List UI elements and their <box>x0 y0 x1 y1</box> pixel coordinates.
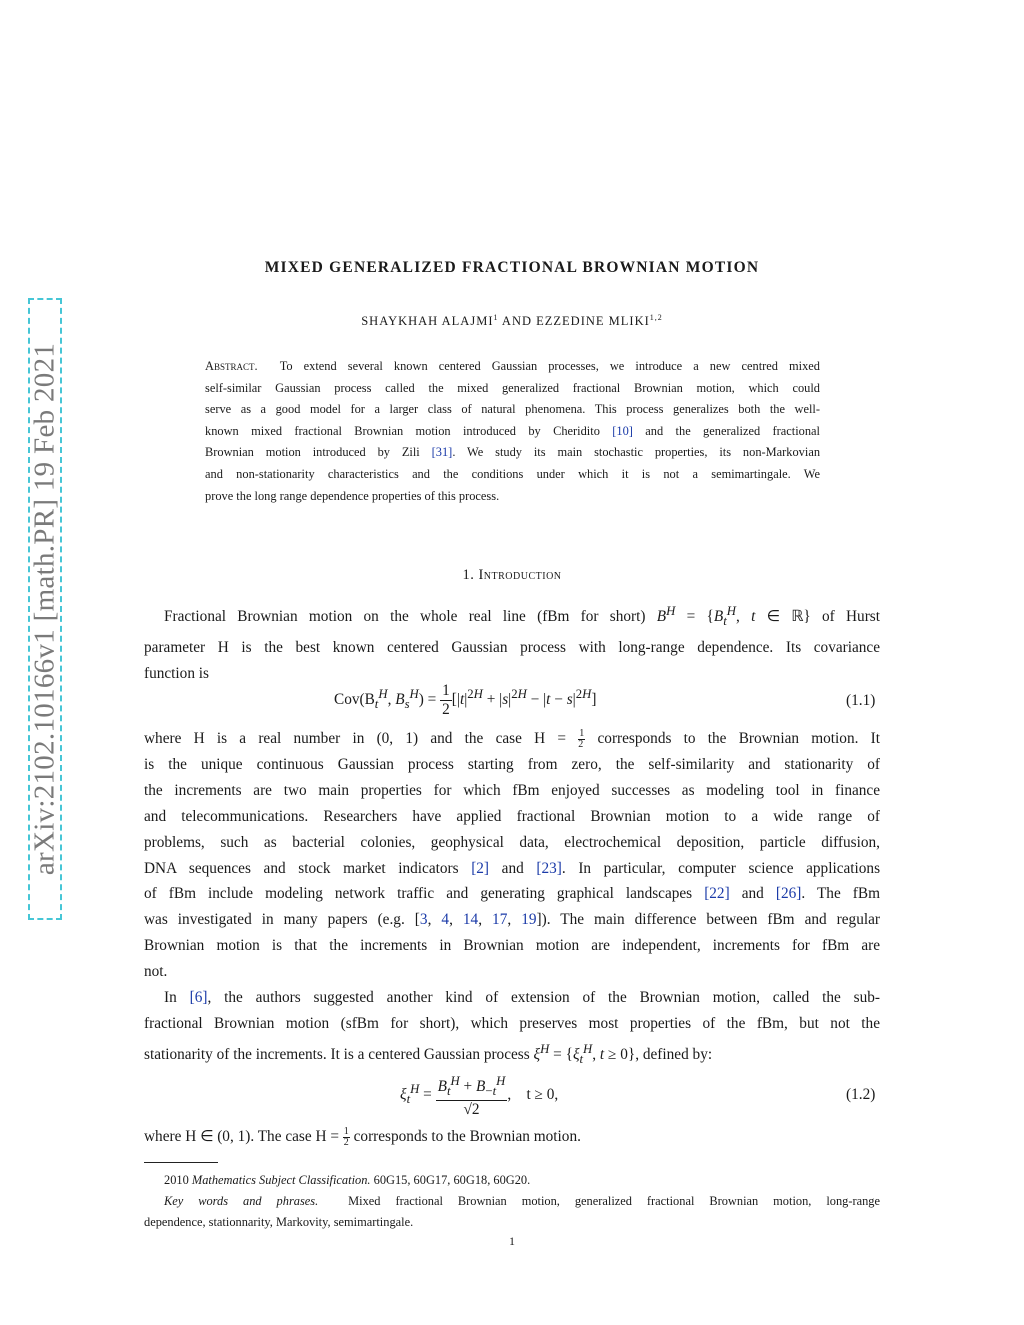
text-line: DNA sequences and stock market indicators <box>144 859 459 877</box>
citation-link[interactable]: [22] <box>704 885 730 903</box>
footnote-rule <box>144 1162 218 1163</box>
arxiv-sidebar[interactable] <box>28 298 62 920</box>
citation-link[interactable]: 19 <box>521 911 537 929</box>
citation-link[interactable]: [10] <box>612 423 633 438</box>
msc-codes: 60G15, 60G17, 60G18, 60G20. <box>373 1173 531 1187</box>
text-line: of Hurst <box>821 608 880 626</box>
citation-link[interactable]: [23] <box>536 859 562 877</box>
page-number: 1 <box>509 1234 515 1248</box>
equation-1-1: $Cov(B_t^H$, $B_s^H$) = $\frac{1}{2}$ $[|t|^{2H} + |s|^{2H} - |t - s|^{2H}]$ <box>334 682 597 718</box>
text-line: Fractional Brownian motion on the whole real line (fBm for short) <box>164 608 646 626</box>
text-line: where H is a real number in (0, 1) and the case H = <box>144 730 567 747</box>
abstract-line: Brownian motion introduced by Zili <box>205 445 420 460</box>
paragraph-3: In [6], the authors suggested another kind of extension of the Brownian motion, called the sub- fractional Brownian motion (sfBm for short), which preserves most properties of the fBm, but not the stationarity of the increments. It is a centered Gaussian process $\xi^H = \{\xi_t^H$, t ≥ 0}, defined by: <box>144 989 880 1066</box>
text-line: , the authors suggested another kind of extension of the Brownian motion, called the sub- <box>207 989 880 1006</box>
text-line: and telecommunications. Researchers have applied fractional Brownian motion to a wide range of <box>144 807 880 825</box>
paragraph-2: where H is a real number in (0, 1) and the case H = $\frac{1}{2}$ corresponds to the Brownian motion. It is the unique continuous Gaussian process starting from zero, the self-similarity and stationarity of the increments are two main properties for which fBm enjoyed successes as modeling tool in finance and telecommunications. Researchers have applied fractional Brownian motion to a wide range of problems, such as bacterial colonies, geophysical data, electrochemical deposition, particle diffusion, DNA sequences and stock market indicators [2] and [23]. In particular, computer science applications of fBm include modeling network traffic and generating graphical landscapes [22] and [26]. The fBm was investigated in many papers (e.g. [3, 4, 14, 17, 19]). The main difference between fBm and regular Brownian motion is that the increments in Brownian motion are independent, increments for fBm are not. <box>144 726 880 985</box>
citation-link[interactable]: 4 <box>441 911 450 929</box>
citation-link[interactable]: [2] <box>471 859 490 877</box>
citation-link[interactable]: [6] <box>189 989 208 1006</box>
abstract-line: To extend several known centered Gaussian processes, we introduce a new centred mixed <box>279 359 820 373</box>
footnotes <box>144 1170 880 1233</box>
abstract-line: and non-stationarity characteristics and the conditions under which it is not a semimartingale. We <box>205 466 820 481</box>
text-line: function is <box>144 664 210 682</box>
citation-link[interactable]: [31] <box>431 445 453 460</box>
text-line: . The fBm <box>801 885 880 903</box>
text-line: . In particular, computer science applications <box>561 859 881 877</box>
text-line: the increments are two main properties for which fBm enjoyed successes as modeling tool in finance <box>144 781 880 799</box>
citation-link[interactable]: 14 <box>462 911 479 929</box>
author-1-affil: 1 <box>493 313 499 322</box>
text-line: corresponds to the Brownian motion. It <box>597 730 880 747</box>
abstract-line: self-similar Gaussian process called the mixed generalized fractional Brownian motion, which could <box>205 380 820 395</box>
paragraph-1: Fractional Brownian motion on the whole real line (fBm for short) $B^H = \{B_t^H$, t ∈ ℝ} of Hurst parameter H is the best known centered Gaussian process with long-range dependence. Its covariance function is <box>144 599 880 687</box>
text-line: ). The main difference between fBm and regular <box>541 911 880 929</box>
text-line: parameter H is the best known centered Gaussian process with long-range dependence. Its covariance <box>144 639 880 657</box>
equation-1-2: $\xi_t^H$ = $\frac{B_t^H + B_{-t}^H}{√2}$ , t ≥ 0, <box>400 1074 559 1119</box>
keywords-text: dependence, stationnarity, Markovity, semimartingale. <box>144 1215 414 1229</box>
abstract <box>205 356 820 507</box>
text-line: where H ∈ (0, 1). The case H = <box>144 1128 339 1145</box>
equation-condition: t ≥ 0, <box>526 1086 559 1104</box>
text-line: In <box>164 989 177 1006</box>
citation-link[interactable]: [26] <box>775 885 802 903</box>
text-line: of fBm include modeling network traffic and generating graphical landscapes <box>144 885 693 903</box>
text-line: problems, such as bacterial colonies, geophysical data, electrochemical deposition, particle diffusion, <box>144 833 880 851</box>
text-line: and <box>741 885 764 903</box>
text-line: stationarity of the increments. It is a centered Gaussian process <box>144 1045 530 1063</box>
abstract-line: serve as a good model for a larger class of natural phenomena. This process generalizes both the well- <box>205 402 820 417</box>
text-line: fractional Brownian motion (sfBm for short), which preserves most properties of the fBm, but not the <box>144 1014 880 1032</box>
citation-link[interactable]: 3 <box>419 911 428 929</box>
equation-number: (1.1) <box>846 692 876 709</box>
equation-text: Cov(B <box>334 691 375 709</box>
author-2: EZZEDINE MLIKI <box>536 314 650 329</box>
text-line: is the unique continuous Gaussian process starting from zero, the self-similarity and stationarity of <box>144 755 880 773</box>
keywords-text: Mixed fractional Brownian motion, generalized fractional Brownian motion, long-range <box>348 1194 880 1208</box>
abstract-line: known mixed fractional Brownian motion introduced by Cheridito <box>205 423 600 438</box>
text-line: was investigated in many papers (e.g. <box>144 911 405 929</box>
text-line: not. <box>144 963 168 981</box>
text-line: and <box>501 859 524 877</box>
msc-label: Mathematics Subject Classification. <box>191 1173 371 1187</box>
abstract-line: . We study its main stochastic properties, its non-Markovian <box>452 445 821 460</box>
abstract-label: Abstract. <box>205 359 258 373</box>
authors-and: AND <box>498 314 537 329</box>
citation-link[interactable]: 17 <box>492 911 508 929</box>
abstract-line: prove the long range dependence properties of this process. <box>205 488 500 503</box>
equation-number: (1.2) <box>846 1086 876 1103</box>
authors <box>0 313 1024 329</box>
text-line: Brownian motion is that the increments in Brownian motion are independent, increments for fBm are <box>144 937 880 955</box>
paper-title: MIXED GENERALIZED FRACTIONAL BROWNIAN MOTION <box>264 259 760 276</box>
abstract-line: and the generalized fractional <box>645 423 820 438</box>
keywords-label: Key words and phrases. <box>164 1194 319 1208</box>
section-title: Introduction <box>478 567 562 583</box>
arxiv-id[interactable]: arXiv:2102.10166v1 [math.PR] 19 Feb 2021 <box>28 342 61 876</box>
author-1: SHAYKHAH ALAJMI <box>361 314 494 329</box>
msc-year: 2010 <box>164 1173 189 1187</box>
text-line: corresponds to the Brownian motion. <box>353 1128 581 1145</box>
section-number: 1. <box>462 567 475 583</box>
text-line: , defined by: <box>635 1045 713 1063</box>
paragraph-4: where H ∈ (0, 1). The case H = $\frac{1}{2}$ corresponds to the Brownian motion. <box>144 1125 581 1148</box>
section-heading <box>0 567 1024 584</box>
author-2-affil: 1,2 <box>649 313 663 322</box>
